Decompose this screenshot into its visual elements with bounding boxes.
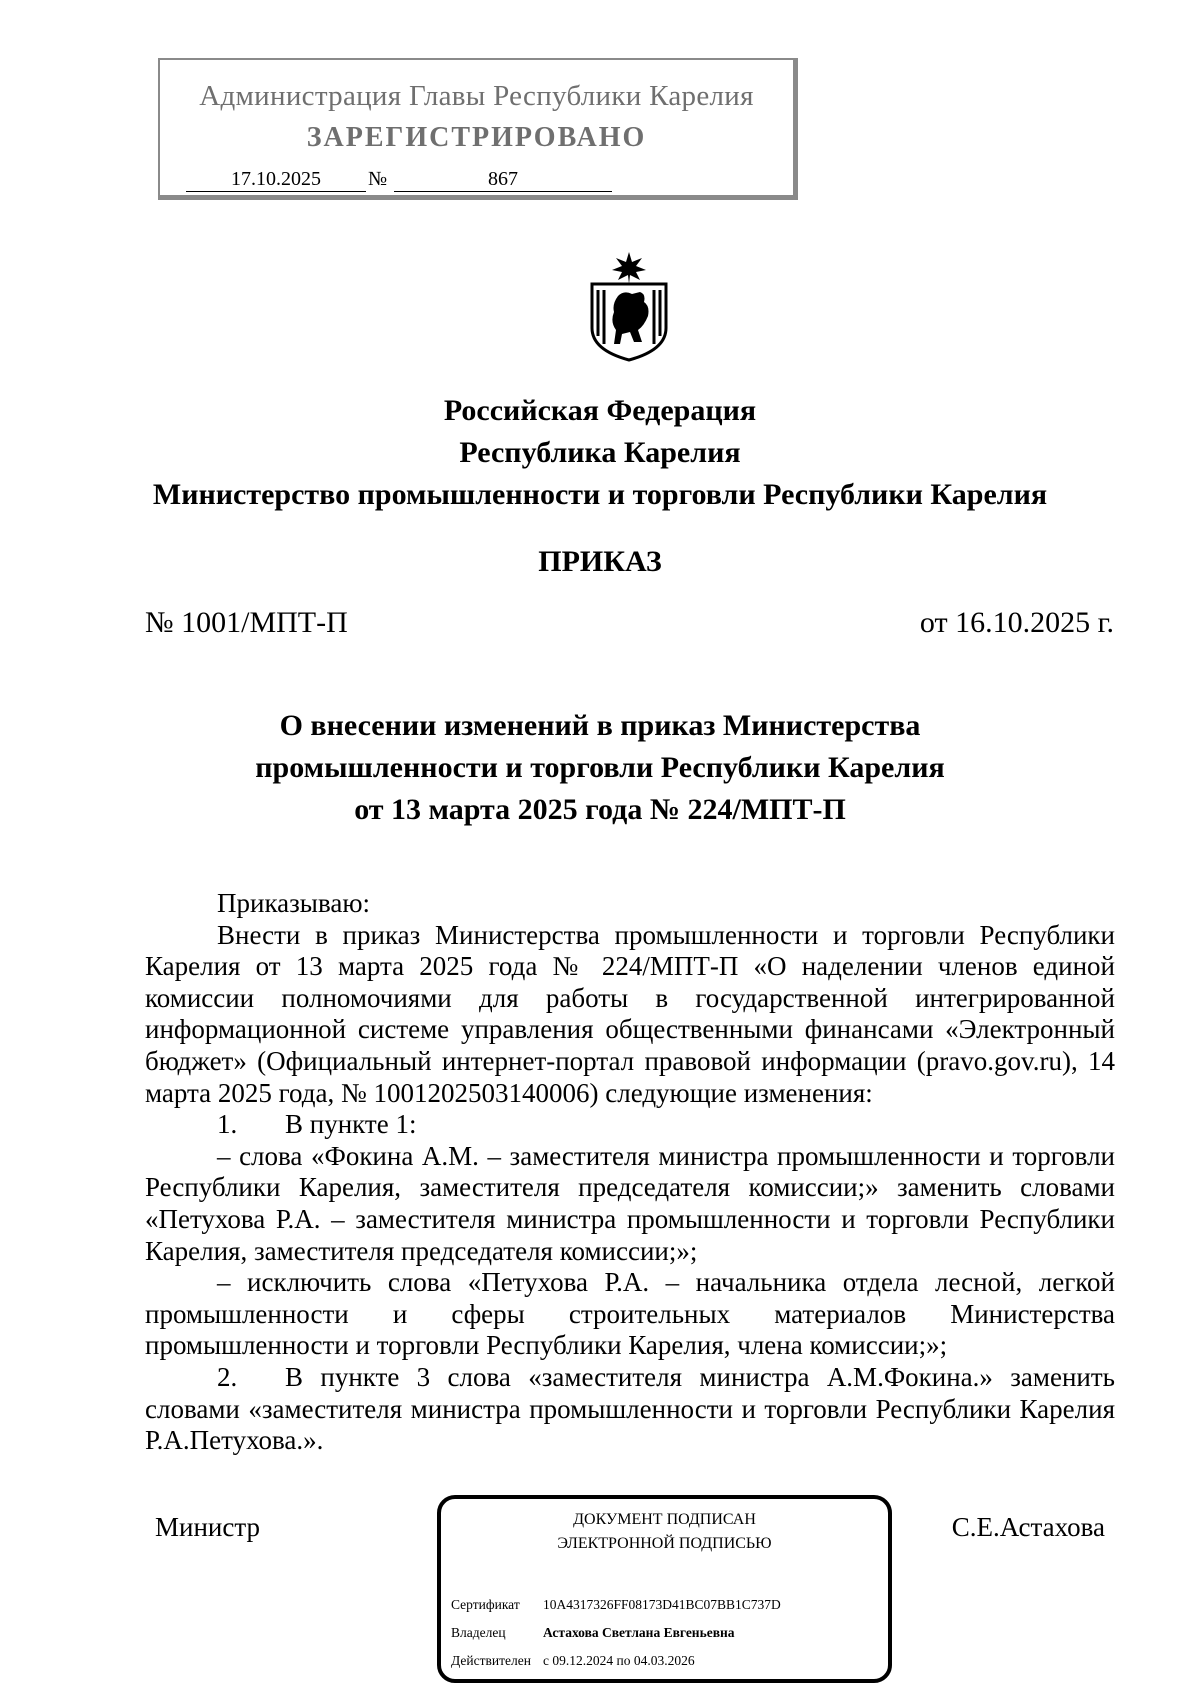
document-body [145,888,1115,1457]
esig-cert-label: Сертификат [451,1597,520,1612]
stamp-registration-row [186,168,766,192]
esig-cert-value: 10A4317326FF08173D41BC07BB1C737D [543,1597,781,1612]
stamp-number: 867 [394,168,612,192]
electronic-signature-stamp [437,1495,892,1683]
esig-owner-row [451,1625,735,1641]
document-type: ПРИКАЗ [538,545,662,578]
subject-line-3: от 13 марта 2025 года № 224/МПТ-П [354,793,846,826]
item-number: 2. [217,1361,238,1392]
numbered-item-2 [145,1362,1115,1457]
body-paragraph: – слова «Фокина А.М. – заместителя министра промышленности и торговли Республики Карелия, заместителя председателя комиссии;» заменить словами «Петухова Р.А. – заместителя министра промышленности и торговли Республики Карелия, заместителя председателя комиссии;»; [145,1140,1115,1266]
karelia-coat-of-arms-icon [584,250,674,362]
header-ministry: Министерство промышленности и торговли Республики Карелия [152,478,1048,511]
esig-validity-row [451,1653,695,1669]
body-paragraph: Внести в приказ Министерства промышленности и торговли Республики Карелия от 13 марта 2025 года № 224/МПТ-П «О наделении членов единой комиссии полномочиями для работы в государственной интегрированной информационной системе управления общественными финансами «Электронный бюджет» (Официальный интернет-портал правовой информации (pravo.gov.ru), 14 марта 2025 года, № 1001202503140006) следующие изменения: [145,919,1115,1108]
subject-line-2: промышленности и торговли Республики Карелия [255,751,945,784]
esig-title-2: ЭЛЕКТРОННОЙ ПОДПИСЬЮ [557,1535,772,1552]
esig-owner-value: Астахова Светлана Евгеньевна [543,1625,735,1640]
body-paragraph: промышленности и торговли Республики Карелия, члена комиссии;»; [145,1330,948,1361]
signatory-name: С.Е.Астахова [951,1512,1105,1542]
order-number: № 1001/МПТ-П [145,606,348,639]
esig-owner-label: Владелец [451,1625,506,1640]
esig-valid-value: с 09.12.2024 по 04.03.2026 [543,1653,695,1668]
item-text: В пункте 3 слова «заместителя министра А.М.Фокина.» заменить словами «заместителя министра промышленности и торговли Республики Карелия Р.А.Петухова.». [145,1361,1115,1456]
esig-title-1: ДОКУМЕНТ ПОДПИСАН [573,1511,756,1528]
order-date: от 16.10.2025 г. [919,606,1114,639]
header-republic: Республика Карелия [459,436,741,469]
stamp-authority: Администрация Главы Республики Карелия [199,80,754,112]
esig-certificate-row [451,1597,781,1613]
subject-line-1: О внесении изменений в приказ Министерства [279,709,921,742]
stamp-status: ЗАРЕГИСТРИРОВАНО [306,122,647,153]
item-text: В пункте 1: [285,1109,417,1140]
esig-valid-label: Действителен [451,1653,531,1668]
stamp-date: 17.10.2025 [186,168,366,192]
stamp-number-sign: № [368,168,388,190]
registration-stamp [158,58,798,200]
header-country: Российская Федерация [443,394,757,427]
signatory-position: Министр [155,1512,260,1542]
numbered-item-1 [145,1109,1115,1141]
body-paragraph: – исключить слова «Петухова Р.А. – начальника отдела лесной, легкой промышленности и сферы строительных материалов Министерства [145,1267,1115,1329]
body-paragraph: Приказываю: [217,888,370,918]
item-number: 1. [217,1109,238,1140]
